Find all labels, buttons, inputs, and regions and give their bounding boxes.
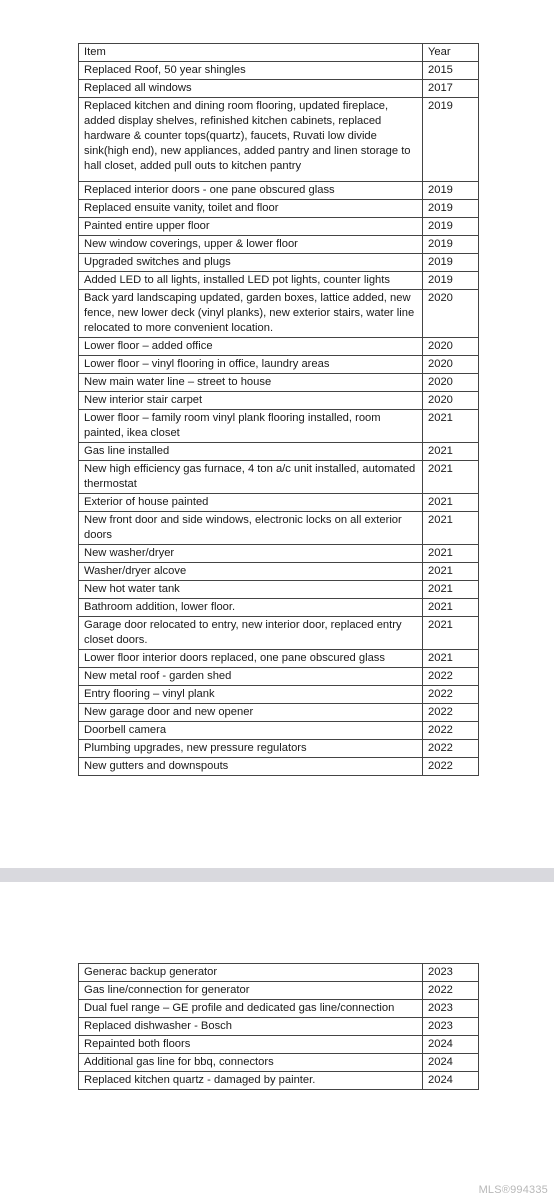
table-row	[79, 236, 479, 254]
item-cell: Plumbing upgrades, new pressure regulators	[79, 740, 423, 758]
header-year: Year	[423, 44, 479, 62]
table-row	[79, 704, 479, 722]
item-cell: Lower floor interior doors replaced, one pane obscured glass	[79, 650, 423, 668]
item-cell: Additional gas line for bbq, connectors	[79, 1054, 423, 1072]
table-row	[79, 200, 479, 218]
table-row	[79, 964, 479, 982]
item-cell: Painted entire upper floor	[79, 218, 423, 236]
year-cell: 2024	[423, 1054, 479, 1072]
year-cell: 2017	[423, 80, 479, 98]
item-cell: New metal roof - garden shed	[79, 668, 423, 686]
table-row	[79, 1054, 479, 1072]
year-cell: 2020	[423, 356, 479, 374]
table-row	[79, 374, 479, 392]
item-cell: Doorbell camera	[79, 722, 423, 740]
table-row	[79, 1018, 479, 1036]
year-cell: 2022	[423, 686, 479, 704]
table-row	[79, 356, 479, 374]
year-cell: 2020	[423, 338, 479, 356]
table-row	[79, 740, 479, 758]
year-cell: 2019	[423, 200, 479, 218]
item-cell: Generac backup generator	[79, 964, 423, 982]
item-cell: Added LED to all lights, installed LED pot lights, counter lights	[79, 272, 423, 290]
table-row	[79, 982, 479, 1000]
page-divider	[0, 868, 554, 882]
year-cell: 2021	[423, 494, 479, 512]
item-cell: Lower floor – vinyl flooring in office, laundry areas	[79, 356, 423, 374]
table-row	[79, 182, 479, 200]
table-row	[79, 686, 479, 704]
year-cell: 2019	[423, 272, 479, 290]
item-cell: Exterior of house painted	[79, 494, 423, 512]
item-cell: New front door and side windows, electronic locks on all exterior doors	[79, 512, 423, 545]
item-cell: Dual fuel range – GE profile and dedicated gas line/connection	[79, 1000, 423, 1018]
table-row	[79, 1072, 479, 1090]
year-cell: 2020	[423, 392, 479, 410]
table-row	[79, 617, 479, 650]
year-cell: 2021	[423, 617, 479, 650]
table-row	[79, 272, 479, 290]
item-cell: Lower floor – added office	[79, 338, 423, 356]
year-cell: 2022	[423, 740, 479, 758]
year-cell: 2023	[423, 964, 479, 982]
item-cell: New washer/dryer	[79, 545, 423, 563]
item-cell: New interior stair carpet	[79, 392, 423, 410]
year-cell: 2021	[423, 581, 479, 599]
year-cell: 2022	[423, 982, 479, 1000]
table-row	[79, 62, 479, 80]
table-row	[79, 512, 479, 545]
item-cell: Replaced dishwasher - Bosch	[79, 1018, 423, 1036]
year-cell: 2023	[423, 1018, 479, 1036]
year-cell: 2021	[423, 461, 479, 494]
year-cell: 2022	[423, 668, 479, 686]
year-cell: 2024	[423, 1072, 479, 1090]
year-cell: 2021	[423, 512, 479, 545]
item-cell: Back yard landscaping updated, garden boxes, lattice added, new fence, new lower deck (vinyl planks), new exterior stairs, water line relocated to more convenient location.	[79, 290, 423, 338]
year-cell: 2022	[423, 704, 479, 722]
item-cell: Replaced kitchen quartz - damaged by painter.	[79, 1072, 423, 1090]
item-cell: New garage door and new opener	[79, 704, 423, 722]
item-cell: Lower floor – family room vinyl plank flooring installed, room painted, ikea closet	[79, 410, 423, 443]
year-cell: 2019	[423, 254, 479, 272]
item-cell: Gas line installed	[79, 443, 423, 461]
table-row	[79, 581, 479, 599]
table-row	[79, 494, 479, 512]
year-cell: 2019	[423, 98, 479, 182]
table-row	[79, 392, 479, 410]
table-row	[79, 599, 479, 617]
item-cell: New gutters and downspouts	[79, 758, 423, 776]
year-cell: 2023	[423, 1000, 479, 1018]
item-cell: New main water line – street to house	[79, 374, 423, 392]
table-row	[79, 563, 479, 581]
item-cell: New window coverings, upper & lower floor	[79, 236, 423, 254]
table-row	[79, 443, 479, 461]
table-row	[79, 1036, 479, 1054]
year-cell: 2021	[423, 599, 479, 617]
item-cell: New hot water tank	[79, 581, 423, 599]
table-row	[79, 545, 479, 563]
renovations-table-bottom	[78, 963, 479, 1090]
table-row	[79, 668, 479, 686]
renovations-table-top	[78, 43, 479, 776]
item-cell: Garage door relocated to entry, new interior door, replaced entry closet doors.	[79, 617, 423, 650]
year-cell: 2019	[423, 218, 479, 236]
year-cell: 2021	[423, 443, 479, 461]
table-row	[79, 290, 479, 338]
item-cell: New high efficiency gas furnace, 4 ton a/c unit installed, automated thermostat	[79, 461, 423, 494]
table-row	[79, 338, 479, 356]
mls-watermark: MLS®994335	[478, 1184, 548, 1196]
table-body-bottom	[79, 964, 479, 1090]
year-cell: 2015	[423, 62, 479, 80]
item-cell: Upgraded switches and plugs	[79, 254, 423, 272]
year-cell: 2022	[423, 758, 479, 776]
year-cell: 2021	[423, 563, 479, 581]
item-cell: Washer/dryer alcove	[79, 563, 423, 581]
item-cell: Replaced Roof, 50 year shingles	[79, 62, 423, 80]
table-row	[79, 1000, 479, 1018]
table-row	[79, 254, 479, 272]
year-cell: 2021	[423, 650, 479, 668]
table-row	[79, 98, 479, 182]
year-cell: 2019	[423, 236, 479, 254]
year-cell: 2020	[423, 290, 479, 338]
item-cell: Replaced all windows	[79, 80, 423, 98]
item-cell: Bathroom addition, lower floor.	[79, 599, 423, 617]
item-cell: Entry flooring – vinyl plank	[79, 686, 423, 704]
header-item: Item	[79, 44, 423, 62]
item-cell: Repainted both floors	[79, 1036, 423, 1054]
year-cell: 2021	[423, 410, 479, 443]
item-cell: Replaced interior doors - one pane obscured glass	[79, 182, 423, 200]
year-cell: 2024	[423, 1036, 479, 1054]
item-cell: Replaced kitchen and dining room flooring, updated fireplace, added display shelves, refinished kitchen cabinets, replaced hardware & counter tops(quartz), faucets, Ruvati low divide sink(high end), new appliances, added pantry and linen storage to hall closet, added pull outs to kitchen pantry	[79, 98, 423, 182]
table-row	[79, 650, 479, 668]
year-cell: 2021	[423, 545, 479, 563]
item-cell: Replaced ensuite vanity, toilet and floor	[79, 200, 423, 218]
table-header-row	[79, 44, 479, 62]
year-cell: 2020	[423, 374, 479, 392]
table-row	[79, 461, 479, 494]
year-cell: 2022	[423, 722, 479, 740]
table-body-top	[79, 62, 479, 776]
table-row	[79, 218, 479, 236]
item-cell: Gas line/connection for generator	[79, 982, 423, 1000]
table-row	[79, 722, 479, 740]
year-cell: 2019	[423, 182, 479, 200]
table-row	[79, 80, 479, 98]
table-row	[79, 758, 479, 776]
table-row	[79, 410, 479, 443]
